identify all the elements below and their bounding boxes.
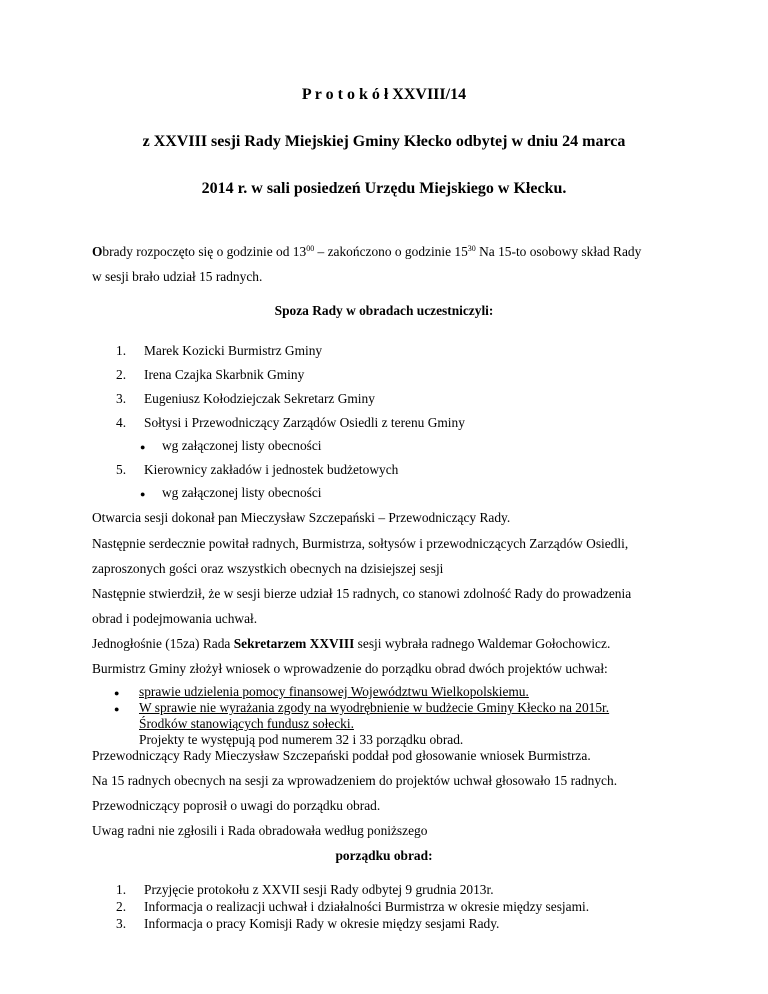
document-subtitle-line2: 2014 r. w sali posiedzeń Urzędu Miejskiego w Kłecku. xyxy=(201,180,567,197)
document-subtitle-line1: z XXVIII sesji Rady Miejskiej Gminy Kłecko odbytej w dniu 24 marca xyxy=(142,133,626,150)
intro-bold-letter: O xyxy=(92,244,103,259)
paragraph: Następnie stwierdził, że w sesji bierze udział 15 radnych, co stanowi zdolność Rady do prowadzenia xyxy=(92,586,632,601)
paragraph: Otwarcia sesji dokonał pan Mieczysław Szczepański – Przewodniczący Rady. xyxy=(92,510,511,525)
bullet-icon: ● xyxy=(114,688,120,698)
document-title: P r o t o k ó ł XXVIII/14 xyxy=(301,86,467,103)
paragraph: Przewodniczący poprosił o uwagi do porządku obrad. xyxy=(92,798,381,813)
intro-sup-b: 30 xyxy=(467,244,476,253)
intro-text-b: – zakończono o godzinie 15 xyxy=(314,244,468,259)
intro-text-a: brady rozpoczęto się o godzinie od 13 xyxy=(102,244,307,259)
resolution-item-cont: Środków stanowiących fundusz sołecki. xyxy=(139,716,354,731)
intro-line2: w sesji brało udział 15 radnych. xyxy=(92,269,263,284)
bullet-icon: ● xyxy=(114,704,120,714)
intro-line1 xyxy=(92,244,641,260)
paragraph: Jednogłośnie (15za) Rada Sekretarzem XXVIII sesji wybrała radnego Waldemar Gołochowicz. xyxy=(92,636,611,651)
participants-heading: Spoza Rady w obradach uczestniczyli: xyxy=(274,303,494,318)
intro-sup-a: 00 xyxy=(306,244,315,253)
secretary-label: Sekretarzem XXVIII xyxy=(233,636,355,651)
resolution-item: sprawie udzielenia pomocy finansowej Województwu Wielkopolskiemu. xyxy=(139,684,529,699)
participant-item: 5. Kierownicy zakładów i jednostek budżetowych xyxy=(116,462,399,477)
participant-item: 3. Eugeniusz Kołodziejczak Sekretarz Gminy xyxy=(116,391,375,406)
paragraph: Następnie serdecznie powitał radnych, Burmistrza, sołtysów i przewodniczących Zarządów Osiedli, xyxy=(92,536,629,551)
paragraph: Burmistrz Gminy złożył wniosek o wprowadzenie do porządku obrad dwóch projektów uchwał: xyxy=(92,661,608,676)
agenda-item: 1. Przyjęcie protokołu z XXVII sesji Rady odbytej 9 grudnia 2013r. xyxy=(116,882,494,897)
paragraph: obrad i podejmowania uchwał. xyxy=(92,611,258,626)
participant-item: 2. Irena Czajka Skarbnik Gminy xyxy=(116,367,305,382)
intro-text-c: Na 15-to osobowy skład Rady xyxy=(475,244,642,259)
participant-item: 4. Sołtysi i Przewodniczący Zarządów Osiedli z terenu Gminy xyxy=(116,415,465,430)
participant-sub-item: wg załączonej listy obecności xyxy=(162,485,322,500)
resolution-item: W sprawie nie wyrażania zgody na wyodrębnienie w budżecie Gminy Kłecko na 2015r. xyxy=(139,700,610,715)
bullet-icon: ● xyxy=(140,442,146,452)
resolution-note: Projekty te występują pod numerem 32 i 33 porządku obrad. xyxy=(139,732,464,747)
participant-item: 1. Marek Kozicki Burmistrz Gminy xyxy=(116,343,323,358)
agenda-item: 3. Informacja o pracy Komisji Rady w okresie między sesjami Rady. xyxy=(116,916,500,931)
paragraph: zaproszonych gości oraz wszystkich obecnych na dzisiejszej sesji xyxy=(92,561,444,576)
agenda-item: 2. Informacja o realizacji uchwał i działalności Burmistrza w okresie między sesjami. xyxy=(116,899,590,914)
paragraph: Uwag radni nie zgłosili i Rada obradowała według poniższego xyxy=(92,823,428,838)
agenda-heading: porządku obrad: xyxy=(335,848,433,863)
participant-sub-item: wg załączonej listy obecności xyxy=(162,438,322,453)
paragraph: Przewodniczący Rady Mieczysław Szczepański poddał pod głosowanie wniosek Burmistrza. xyxy=(92,748,591,763)
paragraph: Na 15 radnych obecnych na sesji za wprowadzeniem do projektów uchwał głosowało 15 radnych. xyxy=(92,773,618,788)
bullet-icon: ● xyxy=(140,489,146,499)
